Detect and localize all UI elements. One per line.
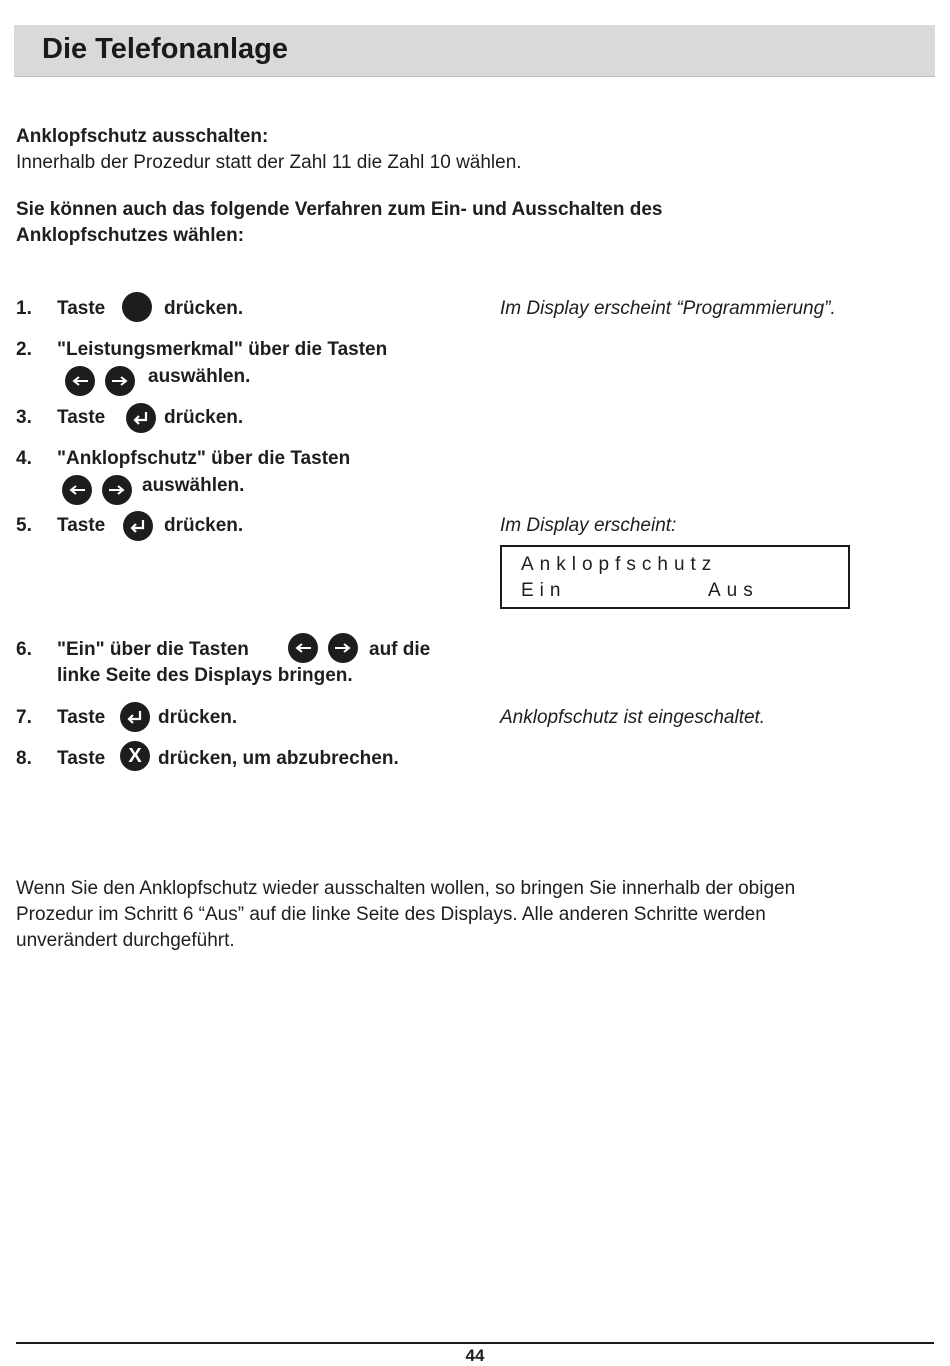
arrow-left-key-icon — [288, 633, 318, 663]
step-5-note: Im Display erscheint: — [500, 515, 677, 536]
footer-rule — [16, 1342, 934, 1344]
step-1-pre: Taste — [57, 298, 106, 319]
closing-line-1: Wenn Sie den Anklopfschutz wieder ausschalten wollen, so bringen Sie innerhalb der obigen — [16, 878, 796, 899]
closing-line-3: unverändert durchgeführt. — [16, 930, 235, 951]
arrow-right-key-icon — [105, 366, 135, 396]
step-5-pre: Taste — [57, 515, 106, 536]
step-3-post: drücken. — [164, 407, 244, 428]
enter-key-icon — [126, 403, 156, 433]
step-7-note: Anklopfschutz ist eingeschaltet. — [500, 707, 766, 728]
cancel-key-icon: X — [120, 741, 150, 771]
arrow-right-key-icon — [328, 633, 358, 663]
step-1-number: 1. — [16, 298, 32, 319]
section-heading: Anklopfschutz ausschalten: — [16, 126, 269, 147]
intro-text: Innerhalb der Prozedur statt der Zahl 11 die Zahl 10 wählen. — [16, 152, 522, 173]
step-3-number: 3. — [16, 407, 32, 428]
page-number: 44 — [465, 1346, 485, 1365]
arrow-left-key-icon — [62, 475, 92, 505]
step-8-number: 8. — [16, 748, 32, 769]
step-2-number: 2. — [16, 339, 32, 360]
header-bar — [14, 25, 935, 77]
step-7-number: 7. — [16, 707, 32, 728]
step-5-number: 5. — [16, 515, 32, 536]
alt-procedure-line-2: Anklopfschutzes wählen: — [16, 225, 245, 246]
enter-key-icon — [120, 702, 150, 732]
step-7-pre: Taste — [57, 707, 106, 728]
page-title: Die Telefonanlage — [42, 33, 289, 65]
step-4-line-1: "Anklopfschutz" über die Tasten — [57, 448, 351, 469]
step-8-post: drücken, um abzubrechen. — [158, 748, 399, 769]
step-8-pre: Taste — [57, 748, 106, 769]
step-1-post: drücken. — [164, 298, 244, 319]
step-5-post: drücken. — [164, 515, 244, 536]
closing-line-2: Prozedur im Schritt 6 “Aus” auf die linke Seite des Displays. Alle anderen Schritte werden — [16, 904, 766, 925]
step-2-line-1: "Leistungsmerkmal" über die Tasten — [57, 339, 388, 360]
step-1-note: Im Display erscheint “Programmierung”. — [500, 298, 836, 319]
step-7-post: drücken. — [158, 707, 238, 728]
program-key-icon — [122, 292, 152, 322]
step-6-pre: "Ein" über die Tasten — [57, 639, 249, 660]
arrow-left-key-icon — [65, 366, 95, 396]
step-4-number: 4. — [16, 448, 32, 469]
step-2-line-2: auswählen. — [148, 366, 251, 387]
display-line-1: Anklopfschutz — [521, 554, 718, 575]
arrow-right-key-icon — [102, 475, 132, 505]
display-option-on: Ein — [521, 580, 567, 601]
enter-key-icon — [123, 511, 153, 541]
step-3-pre: Taste — [57, 407, 106, 428]
alt-procedure-line-1: Sie können auch das folgende Verfahren zum Ein- und Ausschalten des — [16, 199, 663, 220]
display-preview — [500, 545, 850, 609]
display-option-off: Aus — [708, 580, 759, 601]
step-6-line-2: linke Seite des Displays bringen. — [57, 665, 353, 686]
step-6-post: auf die — [369, 639, 431, 660]
step-6-number: 6. — [16, 639, 32, 660]
step-4-line-2: auswählen. — [142, 475, 245, 496]
